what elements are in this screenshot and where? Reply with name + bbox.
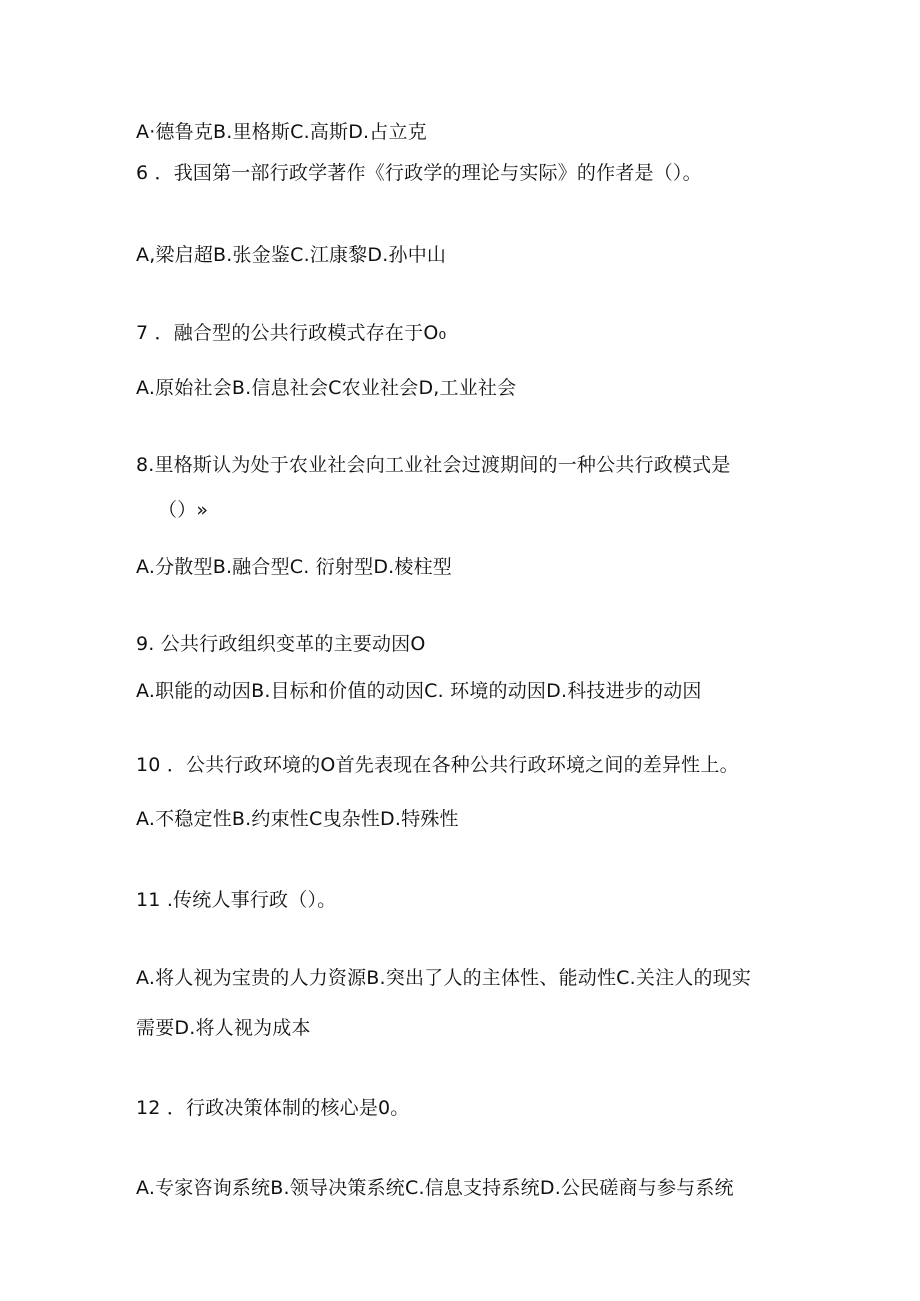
q5-options: A·德鲁克B.里格斯C.高斯D.占立克 xyxy=(136,121,427,143)
q6-options: A,梁启超B.张金鉴C.江康黎D.孙中山 xyxy=(136,244,447,266)
q9-question: 9. 公共行政组织变革的主要动因O xyxy=(136,633,426,655)
q12-options: A.专家咨询系统B.领导决策系统C.信息支持系统D.公民磋商与参与系统 xyxy=(136,1177,734,1199)
q10-question: 10 ．公共行政环境的O首先表现在各种公共行政环境之间的差异性上。 xyxy=(136,754,739,776)
q10-options: A.不稳定性B.约束性C曳杂性D.特殊性 xyxy=(136,808,459,830)
q11-question: 11 .传统人事行政（）。 xyxy=(136,889,337,911)
q7-options: A.原始社会B.信息社会C农业社会D,工业社会 xyxy=(136,377,517,399)
q9-options: A.职能的动因B.目标和价值的动因C. 环境的动因D.科技进步的动因 xyxy=(136,680,702,702)
q11-options: A.将人视为宝贵的人力资源B.突出了人的主体性、能动性C.关注人的现实 xyxy=(136,967,752,989)
q8-question: 8.里格斯认为处于农业社会向工业社会过渡期间的一种公共行政模式是 xyxy=(136,454,731,476)
q7-question: 7 ．融合型的公共行政模式存在于O₀ xyxy=(136,322,447,344)
q8-question-cont: （）» xyxy=(158,499,209,521)
q11-options-cont: 需要D.将人视为成本 xyxy=(136,1017,311,1039)
q12-question: 12 ．行政决策体制的核心是0。 xyxy=(136,1097,410,1119)
q6-question: 6 ．我国第一部行政学著作《行政学的理论与实际》的作者是（）。 xyxy=(136,162,702,184)
q8-options: A.分散型B.融合型C. 衍射型D.棱柱型 xyxy=(136,556,452,578)
